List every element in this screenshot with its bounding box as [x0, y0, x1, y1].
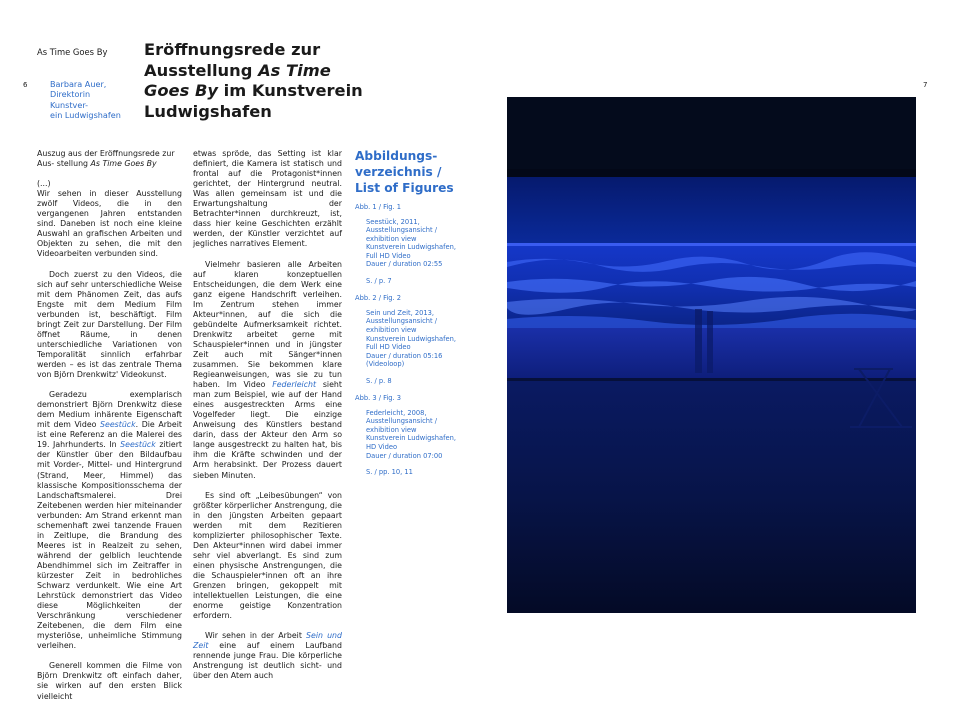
heading-line: List of Figures — [355, 181, 454, 195]
figure-line: Sein und Zeit, 2013, — [366, 308, 435, 317]
installation-photo-art — [507, 97, 916, 613]
figure-page: S. / p. 7 — [366, 276, 392, 285]
text-column-2 — [193, 149, 342, 681]
page-number-left: 6 — [23, 81, 28, 89]
paragraph — [37, 390, 182, 651]
author-role-1: Direktorin Kunstver- — [50, 89, 91, 110]
figure-line: HD Video — [366, 443, 398, 452]
heading-line: verzeichnis / — [355, 165, 442, 179]
title-part-2: im Kunstverein Ludwigshafen — [144, 81, 363, 121]
paragraph: Wir sehen in dieser Ausstellung zwölf Videos, die in den vergangenen Jahren entstanden sind. Daneben ist noch eine kleine Auswahl an grafischen Arbeiten und Objekten zu sehen, die mit den Videoarbeiten verbunden sind. — [37, 189, 182, 259]
figure-label: Abb. 2 / Fig. 2 — [355, 294, 402, 303]
paragraph: etwas spröde, das Setting ist klar definiert, die Kamera ist statisch und frontal auf die Protagonist*innen gerichtet, der Hintergrund neutral. Was allen gemeinsam ist und die Erwartungshaltung der Betrachter*innen durchkreuzt, ist, dass hier keine Geschichten erzählt werden, der Künstler verzichtet auf jegliches narratives Element. — [193, 149, 342, 249]
figure-line: Full HD Video — [366, 251, 411, 260]
figure-details — [366, 409, 480, 460]
text-run: Vielmehr basieren alle Arbeiten auf klaren konzeptuellen Entscheidungen, die dem Werk eine ganz eigene Handschrift verleihen. Im Zentrum stehen immer Akteur*innen, auf die sich die gebündelte Aufmerksamkeit richtet. Drenkwitz arbeitet gerne mit Schauspieler*innen und in jüngster Zeit auch mit Sänger*innen zusammen. Sie bekommen klare Regieanweisungen, was sie zu tun haben. Im Video — [193, 259, 342, 390]
figure-line: Full HD Video — [366, 343, 411, 352]
work-title-seestueck: Seestück — [100, 420, 136, 430]
figure-page: S. / pp. 10, 11 — [366, 468, 413, 477]
figure-line: Dauer / duration 02:55 — [366, 260, 443, 269]
page-title — [144, 40, 364, 122]
paragraph: Doch zuerst zu den Videos, die sich auf sehr unterschiedliche Weise mit dem Phänomen Zeit, das aufs Engste mit dem Medium Film verbunden ist, beschäftigt. Film bringt Zeit zur Darstellung. Der Film öffnet Räume, in denen unterschiedliche Variationen von Temporalität sinnlich erfahrbar werden – es ist das zentrale Thema von Björn Drenkwitz' Videokunst. — [37, 269, 182, 380]
intro-text: Auszug aus der Eröffnungsrede zur Aus- stellung — [37, 149, 175, 169]
text-run: Wir sehen in der Arbeit — [205, 631, 307, 641]
figure-line: exhibition view — [366, 234, 417, 243]
author-name: Barbara Auer, — [50, 79, 107, 89]
page-number-right: 7 — [923, 81, 928, 89]
figure-label: Abb. 3 / Fig. 3 — [355, 394, 402, 403]
text-run: Geradezu exemplarisch demonstriert Björn Drenkwitz diese dem Medium inhärente Eigenschaft mit dem Video — [37, 390, 182, 430]
figure-details — [366, 309, 480, 369]
intro-paragraph — [37, 149, 182, 169]
figure-line: (Videoloop) — [366, 360, 405, 369]
text-run: sieht man zum Beispiel, wie auf der Hand eines ausgestreckten Arms eine Vogelfeder liegt. Die einzige Anweisung des Künstlers bestand darin, dass der Akteur den Arm so lange ausgestreckt zu halten hat, bis ihm die Kräfte schwinden und der Arm herabsinkt. Der Prozess dauert sieben Minuten. — [193, 380, 342, 480]
figure-line: Ausstellungsansicht / — [366, 417, 438, 426]
work-title-sein-und-zeit: Sein und Zeit — [193, 631, 342, 651]
figure-line: Federleicht, 2008, — [366, 408, 427, 417]
figure-line: Ausstellungsansicht / — [366, 317, 438, 326]
figure-line: Dauer / duration 05:16 — [366, 351, 443, 360]
work-title-federleicht: Federleicht — [272, 380, 317, 390]
author-block — [50, 79, 130, 120]
heading-line: Abbildungs- — [355, 149, 438, 163]
paragraph — [193, 260, 342, 481]
title-part-1: Eröffnungsrede zur Ausstellung — [144, 40, 321, 80]
author-role-2: ein Ludwigshafen — [50, 109, 121, 120]
figure-line: Dauer / duration 07:00 — [366, 451, 443, 460]
figure-line: exhibition view — [366, 425, 417, 434]
paragraph — [193, 631, 342, 681]
text-run: . Die Arbeit ist eine Referenz an die Malerei des 19. Jahrhunderts. In — [37, 420, 182, 450]
figure-line: Kunstverein Ludwigshafen, — [366, 243, 456, 252]
intro-italic: As Time Goes By — [90, 159, 157, 169]
figure-line: Seestück, 2011, — [366, 217, 420, 226]
figure-label: Abb. 1 / Fig. 1 — [355, 203, 402, 211]
installation-photo — [507, 97, 916, 613]
figure-details — [366, 218, 480, 269]
text-run: zitiert der Künstler über den Bildaufbau mit Vorder-, Mittel- und Hintergrund (Strand, Meer, Himmel) das klassische Kompositionsschema der Landschaftsmalerei. Drei Zeitebenen werden hier miteinander verbunden: Am Strand erkennt man schemenhaft zwei tanzende Frauen in Zeitlupe, die Brandung des Meeres ist in Realzeit zu sehen, während der gelblich leuchtende Abendhimmel sich im Zeitraffer in kürzester Zeit in bedrohliches Schwarz verdunkelt. Wie eine Art Lehrstück demonstriert das Video diese Möglichkeiten der Verschränkung verschiedener Zeitebenen, die dem Film eine mysteriöse, unheimliche Stimmung verleihen. — [37, 440, 182, 651]
figure-line: exhibition view — [366, 326, 417, 335]
ellipsis: (...) — [37, 179, 51, 189]
figure-line: Kunstverein Ludwigshafen, — [366, 334, 456, 343]
title-italic: As Time Goes By — [144, 60, 331, 101]
work-title-seestueck: Seestück — [120, 440, 156, 450]
figure-line: Kunstverein Ludwigshafen, — [366, 434, 456, 443]
text-column-1 — [37, 149, 182, 702]
figure-page: S. / p. 8 — [366, 376, 392, 385]
paragraph: Es sind oft „Leibesübungen“ von größter körperlicher Anstrengung, die in den jüngsten Arbeiten gepaart werden mit dem Rezitieren komplizierter philosophischer Texte. Den Akteur*innen wird dabei immer sehr viel abverlangt. Es sind zum einen physische Anstrengungen, die die Schauspieler*innen oft an ihre Grenzen bringen, gekoppelt mit intellektuellen Leistungen, die eine enorme geistige Konzentration erfordern. — [193, 490, 342, 621]
list-of-figures-heading — [355, 148, 485, 196]
figure-line: Ausstellungsansicht / — [366, 226, 438, 235]
running-title: As Time Goes By — [37, 47, 108, 57]
text-run: eine auf einem Laufband rennende junge Frau. Die körperliche Anstrengung ist deutlich sicht- und über den Atem auch — [193, 641, 342, 681]
list-of-figures — [355, 203, 480, 486]
paragraph: Generell kommen die Filme von Björn Drenkwitz oft einfach daher, sie wirken auf den ersten Blick vielleicht — [37, 661, 182, 701]
